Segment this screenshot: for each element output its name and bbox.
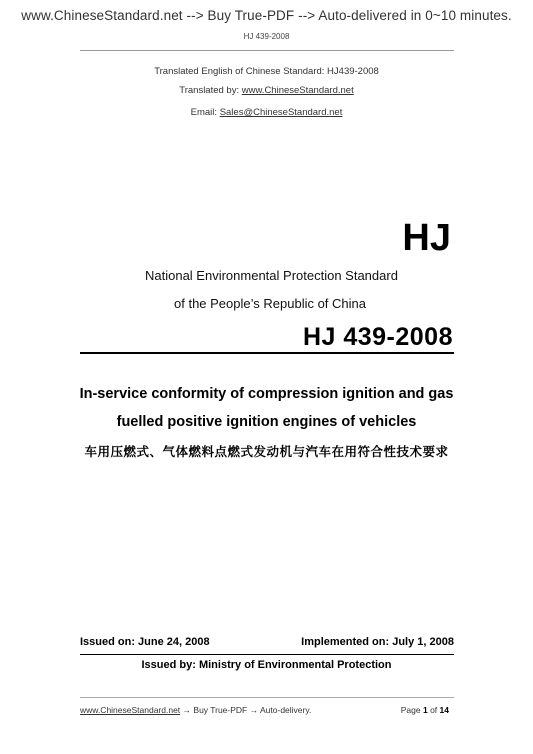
title-english-line2: fuelled positive ignition engines of vehicles: [116, 414, 417, 430]
page-counter: [401, 705, 449, 715]
issued-by: Issued by: Ministry of Environmental Protection: [141, 659, 392, 671]
footer-links: [80, 705, 311, 715]
email-link[interactable]: Sales@ChineseStandard.net: [219, 107, 343, 118]
implemented-on-date: Implemented on: July 1, 2008: [301, 636, 454, 648]
header-divider: [80, 50, 454, 51]
page-of-label: of: [427, 705, 440, 715]
page-number: 1: [422, 705, 428, 715]
footer-delivery-text: → Buy True-PDF → Auto-delivery.: [180, 705, 312, 715]
page-label: Page: [400, 705, 423, 715]
email-label: Email:: [190, 107, 220, 118]
standard-type-line2: of the People’s Republic of China: [174, 296, 366, 311]
standard-divider: [80, 352, 454, 354]
hj-logo: HJ: [402, 217, 451, 259]
top-banner: www.ChineseStandard.net --> Buy True-PDF --> Auto-delivered in 0~10 minutes.: [21, 8, 512, 23]
title-chinese: 车用压燃式、气体燃料点燃式发动机与汽车在用符合性技术要求: [84, 445, 449, 459]
standard-number: HJ 439-2008: [302, 323, 453, 351]
standard-type-line1: National Environmental Protection Standard: [145, 268, 398, 283]
footer-divider: [80, 697, 454, 698]
page-total: 14: [439, 705, 449, 715]
email-line: [0, 107, 533, 118]
footer-site-link[interactable]: www.ChineseStandard.net: [80, 705, 181, 715]
issue-dates-row: [80, 636, 454, 652]
translator-link[interactable]: www.ChineseStandard.net: [241, 85, 354, 96]
header-standard-code: HJ 439-2008: [243, 32, 290, 41]
translation-note: Translated English of Chinese Standard: HJ439-2008: [154, 66, 379, 77]
issue-divider: [80, 654, 454, 655]
translated-by-label: Translated by:: [179, 85, 242, 96]
title-english-line1: In-service conformity of compression ignition and gas: [79, 386, 454, 402]
translated-by-line: [0, 85, 533, 96]
issued-on-date: Issued on: June 24, 2008: [80, 636, 210, 648]
